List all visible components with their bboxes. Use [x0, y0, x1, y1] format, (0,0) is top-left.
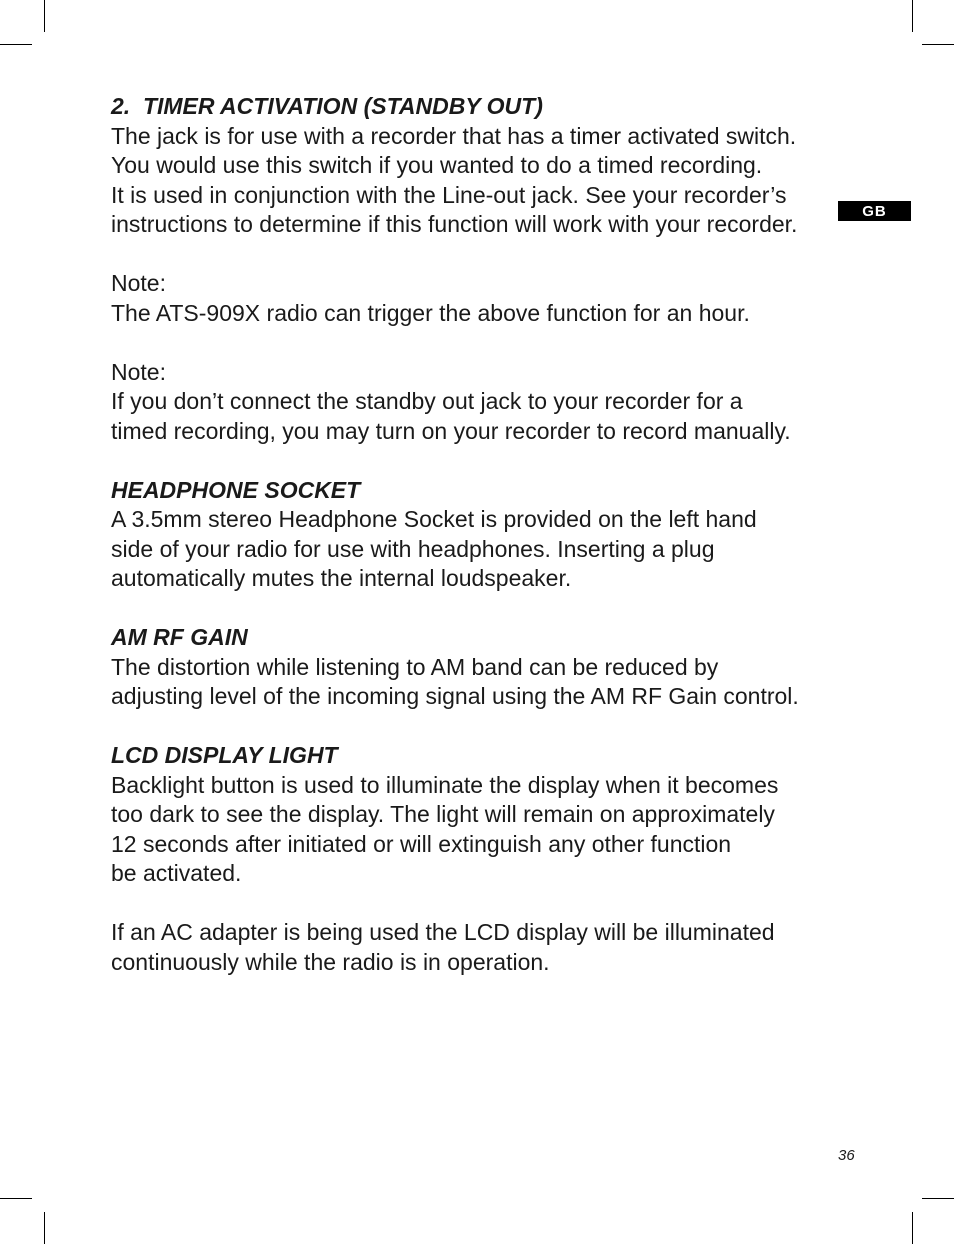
crop-mark — [44, 0, 45, 32]
crop-mark — [912, 0, 913, 32]
page-number: 36 — [838, 1147, 855, 1164]
crop-mark — [0, 44, 32, 45]
note-text: timed recording, you may turn on your recorder to record manually. — [111, 417, 791, 444]
paragraph-line: continuously while the radio is in operation. — [111, 948, 550, 975]
crop-mark — [0, 1198, 32, 1199]
note-text: If you don’t connect the standby out jack to your recorder for a — [111, 388, 743, 414]
crop-mark — [44, 1212, 45, 1244]
paragraph-line: 12 seconds after initiated or will extinguish any other function — [111, 830, 732, 857]
crop-mark — [912, 1212, 913, 1244]
paragraph-line: If an AC adapter is being used the LCD display will be illuminated — [111, 919, 775, 945]
paragraph-line: instructions to determine if this function will work with your recorder. — [111, 211, 798, 237]
crop-mark — [922, 44, 954, 45]
section-heading-headphone: HEADPHONE SOCKET — [111, 476, 361, 503]
paragraph-line: The distortion while listening to AM band can be reduced by — [111, 653, 719, 680]
paragraph-line: It is used in conjunction with the Line-out jack. See your recorder’s — [111, 181, 787, 208]
paragraph-line: The jack is for use with a recorder that has a timer activated switch. — [111, 122, 797, 149]
section-heading-am-rf-gain: AM RF GAIN — [111, 624, 248, 650]
page-content — [111, 92, 851, 977]
paragraph-line: too dark to see the display. The light will remain on approximately — [111, 801, 775, 827]
section-heading-timer: 2. TIMER ACTIVATION (STANDBY OUT) — [111, 93, 543, 119]
section-heading-lcd-display-light: LCD DISPLAY LIGHT — [111, 742, 338, 768]
paragraph-line: Backlight button is used to illuminate the display when it becomes — [111, 771, 779, 798]
language-tab: GB — [838, 201, 911, 221]
paragraph-line: You would use this switch if you wanted to do a timed recording. — [111, 152, 763, 178]
paragraph-line: A 3.5mm stereo Headphone Socket is provided on the left hand — [111, 506, 757, 532]
paragraph-line: adjusting level of the incoming signal using the AM RF Gain control. — [111, 683, 799, 709]
note-label: Note: — [111, 358, 166, 385]
paragraph-line: be activated. — [111, 860, 242, 886]
paragraph-line: automatically mutes the internal loudspeaker. — [111, 565, 572, 591]
note-text: The ATS-909X radio can trigger the above function for an hour. — [111, 299, 750, 326]
note-label: Note: — [111, 270, 166, 296]
crop-mark — [922, 1198, 954, 1199]
paragraph-line: side of your radio for use with headphones. Inserting a plug — [111, 535, 715, 562]
